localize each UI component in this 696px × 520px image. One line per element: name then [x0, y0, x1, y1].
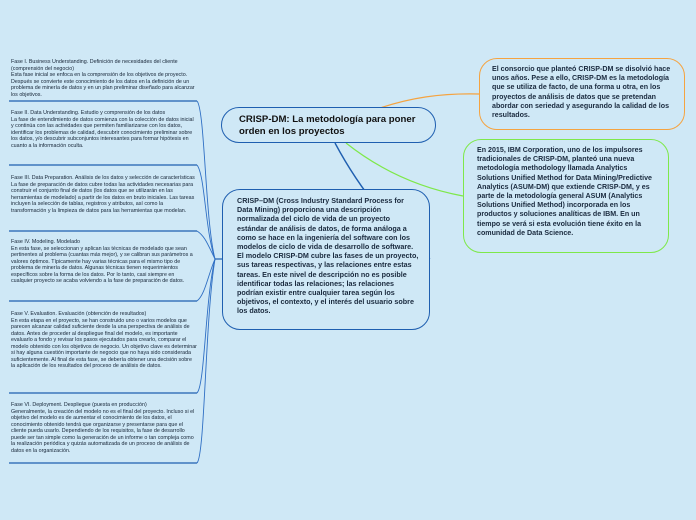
phase-6-title: Fase VI. Deployment. Despliegue (puesta en producción) — [11, 402, 147, 408]
phase-2-body: La fase de entendimiento de datos comienza con la colección de datos inicial y continúa con las actividades que permiten familiarizarse con los datos, identificar los problemas de calidad, descubrir conocimiento preliminar sobre los datos, y/o descubrir subconjuntos interesantes para formar hipótesis en cuanto a la información oculta. — [11, 116, 194, 149]
phase-3-body: La fase de preparación de datos cubre todas las actividades necesarias para construir el conjunto final de datos (los datos que se utilizarán en las herramientas de modelado) a partir de los datos en bruto iniciales. Las tareas incluyen la selección de tablas, registros y atributos, así como la transformación y la limpieza de datos para las herramientas que modelan. — [11, 181, 195, 214]
central-topic[interactable] — [221, 107, 436, 143]
connector-phase-6 — [197, 259, 215, 463]
connector-orange — [380, 94, 479, 108]
central-topic-label: CRISP-DM: La metodología para poner orden en los proyectos — [239, 114, 416, 137]
phase-2-title: Fase II. Data Understanding. Estudio y comprensión de los datos — [11, 110, 166, 116]
ibm-note-text: En 2015, IBM Corporation, uno de los impulsores tradicionales de CRISP-DM, planteó una nueva metodología methodology llamada Analytics Solutions Unified Method for Data Mining/Predictive Analytics (ASUM-DM) que extiende CRISP-DM, y es parte de la metodología general ASUM (Analytics Solutions Unified Method) incorporada en los productos y soluciones analíticas de IBM. En un tiempo se verá si esta evolución tiene éxito en la comunidad de Data Science. — [477, 146, 652, 237]
phase-4-body: En esta fase, se seleccionan y aplican las técnicas de modelado que sean pertinentes al problema (cuantas más mejor), y se calibran sus parámetros a valores óptimos. Típicamente hay varias técnicas para el mismo tipo de problema de minería de datos. Algunas técnicas tienen requerimientos específicos sobre la forma de los datos. Por lo tanto, casi siempre en cualquier proyecto se acaba volviendo a la fase de preparación de datos. — [11, 245, 193, 284]
connector-phase-1 — [197, 101, 215, 259]
phase-2-node[interactable] — [11, 110, 197, 149]
consortium-note-text: El consorcio que planteó CRISP-DM se disolvió hace unos años. Pese a ello, CRISP-DM es la metodología que se utiliza de facto, de una forma u otra, en los proyectos de análisis de datos que se pretendan abordar con seriedad y asegurando la calidad de los resultados. — [492, 65, 671, 120]
crisp-description-node[interactable] — [222, 189, 430, 330]
phase-1-node[interactable] — [11, 59, 197, 98]
phase-3-title: Fase III. Data Preparation. Análisis de los datos y selección de características — [11, 175, 195, 181]
phase-1-body: Esta fase inicial se enfoca en la comprensión de los objetivos de proyecto. Después se convierte este conocimiento de los datos en la definición de un problema de minería de datos y en un plan preliminar diseñado para alcanzar los objetivos. — [11, 72, 195, 98]
phase-5-node[interactable] — [11, 311, 197, 370]
ibm-note-node[interactable] — [463, 139, 669, 253]
phase-6-body: Generalmente, la creación del modelo no es el final del proyecto. Incluso si el objetivo del modelo es de aumentar el conocimiento de los datos, el conocimiento obtenido tendrá que organizarse y presentarse para que el cliente pueda usarlo. Dependiendo de los requisitos, la fase de desarrollo puede ser tan simple como la generación de un informe o tan compleja como la realización periódica y quizás automatizada de un proceso de análisis de datos en la organización. — [11, 408, 195, 454]
phase-4-node[interactable] — [11, 239, 197, 285]
phase-5-title: Fase V. Evaluation. Evaluación (obtención de resultados) — [11, 311, 147, 317]
phase-4-title: Fase IV. Modeling. Modelado — [11, 239, 81, 245]
consortium-note-node[interactable] — [479, 58, 685, 130]
crisp-description-text: CRISP–DM (Cross Industry Standard Process for Data Mining) proporciona una descripción normalizada del ciclo de vida de un proyecto estándar de análisis de datos, de forma análoga a como se hace en la ingeniería del software con los modelos de ciclo de vida de desarrollo de software. El modelo CRISP-DM cubre las fases de un proyecto, sus tareas respectivas, y las relaciones entre estas tareas. En este nivel de descripción no es posible identificar todas las relaciones; las relaciones podrían existir entre cualquier tarea según los objetivos, el contexto, y el interés del usuario sobre los datos. — [237, 196, 419, 316]
phase-6-node[interactable] — [11, 402, 197, 454]
phase-1-title: Fase I. Business Understanding. Definición de necesidades del cliente (comprensión del negocio) — [11, 59, 178, 72]
phase-3-node[interactable] — [11, 175, 197, 214]
phase-5-body: En esta etapa en el proyecto, se han construido uno o varios modelos que parecen alcanzar calidad suficiente desde la una perspectiva de análisis de datos. Antes de proceder al despliegue final del modelo, es importante evaluarlo a fondo y revisar los pasos ejecutados para crearlo, comparar el modelo obtenido con los objetivos de negocio. Un objetivo clave es determinar si hay alguna cuestión importante de negocio que no haya sido considerada suficientemente. Al final de esta fase, se debería obtener una decisión sobre la aplicación de los resultados del proceso de análisis de datos. — [11, 317, 197, 369]
